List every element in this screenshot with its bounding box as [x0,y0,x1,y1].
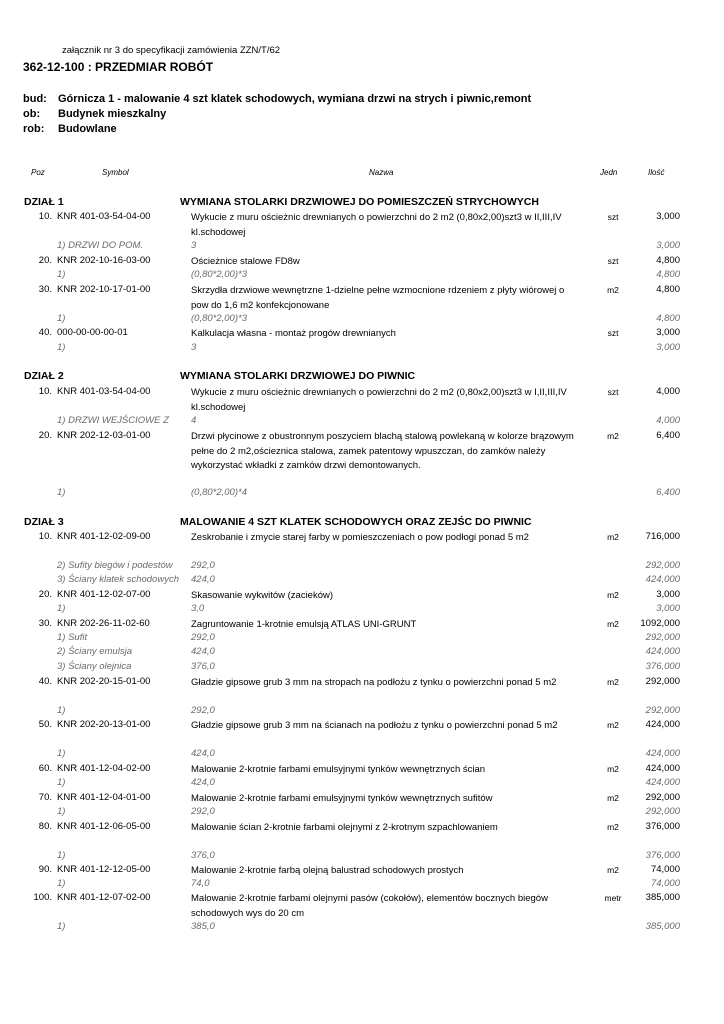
sub-value: 424,000 [645,574,680,585]
column-header-ilosc: Ilość [648,168,665,177]
item-quantity: 4,000 [656,386,680,397]
item-unit: m2 [607,431,619,441]
item-description: Malowanie 2-krotnie farbami olejnymi pasów (cokołów), elementów bocznych biegów schodowych wys do 20 cm [191,893,548,919]
sub-expression: 3,0 [191,603,205,614]
item-poz: 100. [33,892,52,903]
item-unit: szt [607,256,619,266]
sub-label: 1) DRZWI DO POM. [57,240,144,251]
column-header-nazwa: Nazwa [369,168,394,177]
item-symbol: KNR 202-20-15-01-00 [57,676,151,687]
item-quantity: 3,000 [656,589,680,600]
item-quantity: 74,000 [650,864,680,875]
sub-label: 1) [57,777,66,788]
meta-value-rob: Budowlane [58,123,117,135]
sub-value: 3,000 [656,342,680,353]
item-poz: 20. [38,255,52,266]
section-title: MALOWANIE 4 SZT KLATEK SCHODOWYCH ORAZ ZEJŚC DO PIWNIC [180,516,532,528]
item-symbol: KNR 202-10-17-01-00 [57,284,151,295]
sub-value: 6,400 [656,487,680,498]
item-symbol: KNR 202-12-03-01-00 [57,430,151,441]
sub-expression: 292,0 [191,705,215,716]
item-symbol: KNR 401-12-06-05-00 [57,821,151,832]
sub-value: 376,000 [645,661,680,672]
item-poz: 80. [38,821,52,832]
item-unit: m2 [607,764,619,774]
item-quantity: 3,000 [656,327,680,338]
item-unit: m2 [607,285,619,295]
sub-label: 1) [57,603,66,614]
sub-expression: 292,0 [191,806,215,817]
item-poz: 20. [38,589,52,600]
item-description: Malowanie 2-krotnie farbą olejną balustrad schodowych prostych [191,865,464,876]
sub-label: 1) [57,705,66,716]
sub-value: 74,000 [650,878,680,889]
sub-expression: 424,0 [191,646,215,657]
sub-label: 1) [57,921,66,932]
item-description: Ościeżnice stalowe FD8w [191,256,300,267]
sub-label: 1) Sufit [57,632,88,643]
sub-label: 3) Ściany olejnica [57,661,132,672]
item-poz: 20. [38,430,52,441]
meta-key-rob: rob: [23,123,45,135]
sub-expression: 424,0 [191,777,215,788]
item-unit: szt [607,387,619,397]
sub-expression: 424,0 [191,574,215,585]
section-label: DZIAŁ 3 [24,516,64,528]
item-description: Zeskrobanie i zmycie starej farby w pomieszczeniach o pow podłogi ponad 5 m2 [191,532,529,543]
item-symbol: KNR 401-12-02-09-00 [57,531,151,542]
item-unit: m2 [607,720,619,730]
item-unit: m2 [607,822,619,832]
sub-label: 1) [57,269,66,280]
sub-expression: 376,0 [191,850,215,861]
sub-value: 292,000 [645,560,680,571]
sub-value: 424,000 [645,646,680,657]
item-quantity: 3,000 [656,211,680,222]
column-header-jedn: Jedn [600,168,618,177]
document-title: 362-12-100 : PRZEDMIAR ROBÓT [23,60,214,74]
sub-expression: (0,80*2,00)*3 [191,313,247,324]
item-unit: m2 [607,865,619,875]
item-poz: 30. [38,284,52,295]
sub-value: 4,800 [656,269,680,280]
item-description: Malowanie ścian 2-krotnie farbami olejnymi z 2-krotnym szpachlowaniem [191,822,498,833]
sub-value: 4,800 [656,313,680,324]
item-symbol: KNR 202-10-16-03-00 [57,255,151,266]
item-unit: m2 [607,532,619,542]
sub-value: 4,000 [656,415,680,426]
sub-value: 292,000 [645,705,680,716]
sub-label: 1) [57,313,66,324]
sub-value: 424,000 [645,777,680,788]
item-symbol: KNR 401-12-04-01-00 [57,792,151,803]
item-quantity: 424,000 [645,719,680,730]
attachment-note: załącznik nr 3 do specyfikacji zamówienia ZZN/T/62 [62,45,281,56]
sub-label: 2) Sufity biegów i podestów [57,560,173,571]
item-quantity: 292,000 [645,792,680,803]
sub-expression: 74,0 [191,878,210,889]
item-poz: 10. [38,531,52,542]
item-description: Skasowanie wykwitów (zacieków) [191,590,334,601]
sub-expression: (0,80*2,00)*3 [191,269,247,280]
sub-expression: 424,0 [191,748,215,759]
sub-expression: 292,0 [191,632,215,643]
sub-value: 3,000 [656,603,680,614]
item-description: Malowanie 2-krotnie farbami emulsyjnymi tynków wewnętrznych sufitów [191,793,493,804]
item-poz: 50. [38,719,52,730]
item-quantity: 385,000 [645,892,680,903]
item-unit: szt [607,328,619,338]
meta-value-bud: Górnicza 1 - malowanie 4 szt klatek schodowych, wymiana drzwi na strych i piwnic,remont [58,93,532,105]
item-quantity: 376,000 [645,821,680,832]
sub-value: 424,000 [645,748,680,759]
sub-label: 3) Ściany klatek schodowych [57,574,179,585]
meta-key-bud: bud: [23,93,47,105]
item-quantity: 424,000 [645,763,680,774]
sub-value: 376,000 [645,850,680,861]
item-symbol: KNR 401-12-12-05-00 [57,864,151,875]
item-description: Zagruntowanie 1-krotnie emulsją ATLAS UNI-GRUNT [191,619,417,630]
item-poz: 70. [38,792,52,803]
item-unit: m2 [607,619,619,629]
item-description: Gładzie gipsowe grub 3 mm na stropach na podłożu z tynku o powierzchni ponad 5 m2 [191,677,557,688]
item-symbol: 000-00-00-00-01 [57,327,128,338]
sub-expression: 3 [191,240,197,251]
sub-expression: (0,80*2,00)*4 [191,487,247,498]
item-unit: m2 [607,677,619,687]
item-symbol: KNR 202-26-11-02-60 [57,618,150,629]
item-description: Wykucie z muru ościeżnic drewnianych o powierzchni do 2 m2 (0,80x2,00)szt3 w I,II,III,IV kl.schodowej [191,387,567,413]
sub-expression: 3 [191,342,197,353]
sub-label: 1) DRZWI WEJŚCIOWE Z [57,415,169,426]
sub-label: 1) [57,342,66,353]
sub-expression: 385,0 [191,921,215,932]
item-poz: 90. [38,864,52,875]
item-unit: m2 [607,793,619,803]
item-poz: 40. [38,676,52,687]
item-description: Malowanie 2-krotnie farbami emulsyjnymi tynków wewnętrznych ścian [191,764,486,775]
item-symbol: KNR 401-12-07-02-00 [57,892,151,903]
section-title: WYMIANA STOLARKI DRZWIOWEJ DO POMIESZCZEŃ STRYCHOWYCH [180,196,539,208]
sub-label: 2) Ściany emulsja [57,646,132,657]
sub-label: 1) [57,748,66,759]
item-quantity: 1092,000 [640,618,680,629]
sub-expression: 4 [191,415,197,426]
item-symbol: KNR 401-03-54-04-00 [57,386,151,397]
meta-value-ob: Budynek mieszkalny [58,108,167,120]
item-description: Kalkulacja własna - montaż progów drewnianych [191,328,396,339]
sub-label: 1) [57,487,66,498]
item-quantity: 6,400 [656,430,680,441]
sub-value: 292,000 [645,632,680,643]
sub-value: 3,000 [656,240,680,251]
item-unit: m2 [607,590,619,600]
item-symbol: KNR 401-12-04-02-00 [57,763,151,774]
item-poz: 30. [38,618,52,629]
section-label: DZIAŁ 1 [24,196,64,208]
item-quantity: 716,000 [645,531,680,542]
item-unit: szt [607,212,619,222]
sub-value: 385,000 [645,921,680,932]
column-header-poz: Poz [31,168,45,177]
sub-expression: 376,0 [191,661,215,672]
item-symbol: KNR 401-12-02-07-00 [57,589,151,600]
sub-label: 1) [57,878,66,889]
item-quantity: 4,800 [656,284,680,295]
item-quantity: 292,000 [645,676,680,687]
item-symbol: KNR 202-20-13-01-00 [57,719,151,730]
item-symbol: KNR 401-03-54-04-00 [57,211,151,222]
sub-expression: 292,0 [191,560,215,571]
item-quantity: 4,800 [656,255,680,266]
column-header-symbol: Symbol [102,168,129,177]
item-description: Gładzie gipsowe grub 3 mm na ścianach na podłożu z tynku o powierzchni ponad 5 m2 [191,720,558,731]
section-label: DZIAŁ 2 [24,370,64,382]
item-unit: metr [604,893,622,903]
item-description: Drzwi płycinowe z obustronnym poszyciem blachą stalową powlekaną w kolorze brązowym pełne do 2 m2,ościeznica stalowa, zamek patentowy wpuszczan, do zamków należy wykorzystać wkładki z zamków drzwi demontowanych. [191,431,574,471]
section-title: WYMIANA STOLARKI DRZWIOWEJ DO PIWNIC [180,370,416,382]
sub-label: 1) [57,850,66,861]
item-poz: 60. [38,763,52,774]
meta-key-ob: ob: [23,108,41,120]
item-poz: 10. [38,211,52,222]
item-description: Skrzydła drzwiowe wewnętrzne 1-dzielne pełne wzmocnione rdzeniem z płyty wiórowej o pow do 1,6 m2 konfekcjonowane [191,285,565,311]
item-description: Wykucie z muru ościeżnic drewnianych o powierzchni do 2 m2 (0,80x2,00)szt3 w II,III,IV kl.schodowej [191,212,562,238]
sub-value: 292,000 [645,806,680,817]
item-poz: 40. [38,327,52,338]
sub-label: 1) [57,806,66,817]
item-poz: 10. [38,386,52,397]
